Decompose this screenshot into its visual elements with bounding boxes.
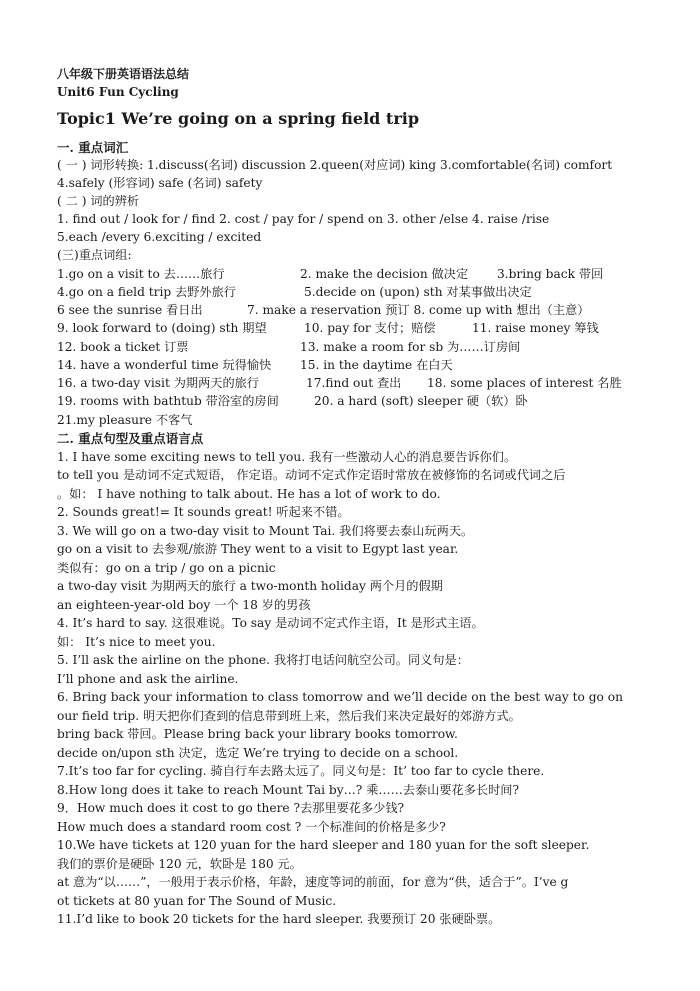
phrase-19: 19. rooms with bathtub 带浴室的房间: [57, 394, 279, 408]
phrase-10: 10. pay for 支付；赔偿: [304, 321, 436, 335]
phrase-16: 16. a two-day visit 为期两天的旅行: [57, 376, 260, 390]
phrase-4: 4.go on a field trip 去野外旅行: [57, 285, 236, 299]
sentence-line: 3. We will go on a two-day visit to Mount Tai. 我们将要去泰山玩两天。: [57, 524, 474, 538]
sentence-line: 9．How much does it cost to go there ?去那里要花多少钱?: [57, 801, 405, 815]
sentence-line: 如： It’s nice to meet you.: [57, 635, 216, 649]
phrase-3: 3.bring back 带回: [497, 267, 604, 281]
sentence-line: to tell you 是动词不定式短语， 作定语。动词不定式作定语时常放在被修饰的名词或代词之后: [57, 468, 566, 482]
doc-title: 八年级下册英语语法总结: [57, 67, 190, 81]
sentence-line: ot tickets at 80 yuan for The Sound of Music.: [57, 894, 337, 908]
phrase-17: 17.find out 查出: [306, 376, 402, 390]
sentence-line: 4. It’s hard to say. 这很难说。To say 是动词不定式作主语，It 是形式主语。: [57, 616, 484, 630]
phrase-21: 21.my pleasure 不客气: [57, 413, 193, 427]
discrimination-line-1: 1. find out / look for / find 2. cost / pay for / spend on 3. other /else 4. raise /rise: [57, 212, 550, 226]
sentence-line: an eighteen-year-old boy 一个 18 岁的男孩: [57, 598, 311, 612]
unit-heading: Unit6 Fun Cycling: [57, 85, 179, 99]
sentence-line: How much does a standard room cost ? 一个标准间的价格是多少?: [57, 820, 446, 834]
sentence-line: go on a visit to 去参观/旅游 They went to a visit to Egypt last year.: [57, 542, 459, 556]
phrase-15: 15. in the daytime 在白天: [300, 358, 453, 372]
phrase-13: 13. make a room for sb 为……订房间: [300, 340, 521, 354]
sentence-line: 2. Sounds great!= It sounds great! 听起来不错。: [57, 505, 350, 519]
word-forms-line: ( 一 ) 词形转换: 1.discuss(名词) discussion 2.queen(对应词) king 3.comfortable(名词) comfort: [57, 158, 613, 172]
sentence-line: 我们的票价是硬卧 120 元，软卧是 180 元。: [57, 857, 302, 871]
sentence-line: 7.It’s too far for cycling. 骑自行车去路太远了。同义句是：It’ too far to cycle there.: [57, 764, 545, 778]
section2-heading: 二. 重点句型及重点语言点: [57, 431, 204, 446]
phrase-6: 6 see the sunrise 看日出: [57, 303, 203, 317]
sentence-line: decide on/upon sth 决定，选定 We’re trying to decide on a school.: [57, 746, 459, 760]
sentence-line: 8.How long does it take to reach Mount Tai by…? 乘……去泰山要花多长时间?: [57, 783, 519, 797]
sentence-line: 11.I’d like to book 20 tickets for the hard sleeper. 我要预订 20 张硬卧票。: [57, 912, 501, 926]
phrase-7-8: 7. make a reservation 预订 8. come up with 想出（主意）: [247, 303, 590, 317]
sentence-line: I’ll phone and ask the airline.: [57, 672, 239, 686]
sentence-line: at 意为“以……”，一般用于表示价格，年龄，速度等词的前面，for 意为“供，适合于”。I’ve g: [57, 875, 569, 889]
sentence-line: our field trip. 明天把你们查到的信息带到班上来，然后我们来决定最好的郊游方式。: [57, 709, 521, 723]
discrimination-heading: ( 二 ) 词的辨析: [57, 194, 140, 208]
phrase-5: 5.decide on (upon) sth 对某事做出决定: [304, 285, 532, 299]
phrase-12: 12. book a ticket 订票: [57, 340, 189, 354]
discrimination-line-2: 5.each /every 6.exciting / excited: [57, 230, 262, 244]
phrase-18: 18. some places of interest 名胜: [427, 376, 622, 390]
sentence-line: bring back 带回。Please bring back your library books tomorrow.: [57, 727, 458, 741]
sentence-line: 10.We have tickets at 120 yuan for the hard sleeper and 180 yuan for the soft sleeper.: [57, 838, 590, 852]
phrase-9: 9. look forward to (doing) sth 期望: [57, 321, 267, 335]
phrase-2: 2. make the decision 做决定: [300, 267, 469, 281]
phrase-1: 1.go on a visit to 去……旅行: [57, 267, 225, 281]
phrase-20: 20. a hard (soft) sleeper 硬（软）卧: [314, 394, 528, 408]
phrase-11: 11. raise money 筹钱: [472, 321, 599, 335]
sentence-line: 类似有：go on a trip / go on a picnic: [57, 561, 276, 575]
sentence-line: 5. I’ll ask the airline on the phone. 我将打电话问航空公司。同义句是：: [57, 653, 469, 667]
topic-heading: Topic1 We’re going on a spring field trip: [57, 109, 420, 128]
sentence-line: 。如： I have nothing to talk about. He has a lot of work to do.: [57, 487, 441, 501]
sentence-line: 6. Bring back your information to class tomorrow and we’ll decide on the best way to go on: [57, 690, 623, 704]
word-forms-line-2: 4.safely (形容词) safe (名词) safety: [57, 176, 263, 190]
phrase-14: 14. have a wonderful time 玩得愉快: [57, 358, 272, 372]
section1-heading: 一. 重点词汇: [57, 140, 129, 155]
sentence-line: a two-day visit 为期两天的旅行 a two-month holiday 两个月的假期: [57, 579, 443, 593]
phrases-heading: (三)重点词组:: [57, 248, 132, 262]
sentence-line: 1. I have some exciting news to tell you. 我有一些激动人心的消息要告诉你们。: [57, 450, 517, 464]
